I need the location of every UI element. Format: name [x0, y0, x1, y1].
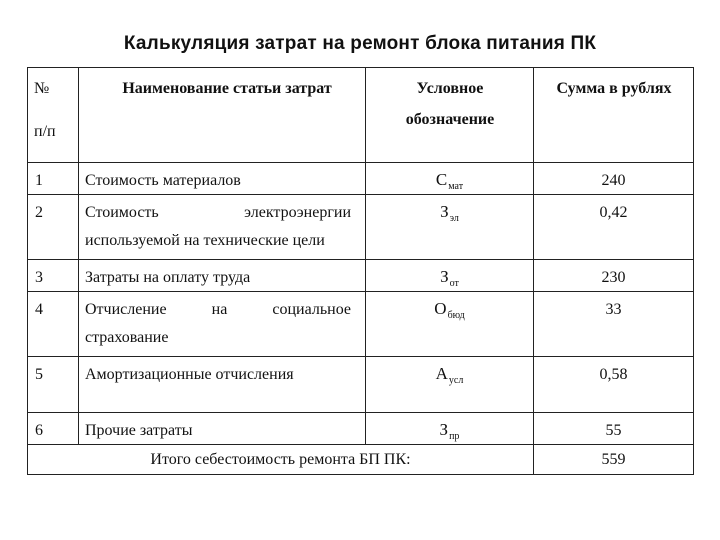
table-header-row [28, 68, 694, 163]
table-row [28, 292, 694, 357]
document-title: Калькуляция затрат на ремонт блока питания ПК [123, 33, 597, 54]
table-row [28, 260, 694, 292]
row-num: 2 [35, 204, 43, 221]
row-num: 4 [35, 301, 43, 318]
header-name [79, 68, 366, 163]
header-symbol-line2: обозначение [405, 111, 495, 128]
row-name: Отчисление на социальное [85, 301, 351, 318]
header-name-label: Наименование статьи затрат [122, 80, 332, 97]
table-row [28, 357, 694, 413]
header-num [28, 68, 79, 163]
row-value: 33 [605, 301, 622, 318]
row-num: 1 [35, 172, 43, 189]
row-name: Стоимость материалов [85, 172, 241, 189]
header-num-line1: № [34, 80, 50, 97]
row-symbol: $С_{мат}$ [435, 170, 464, 192]
row-value: 230 [601, 269, 626, 286]
row-num: 3 [35, 269, 43, 286]
row-num: 5 [35, 366, 43, 383]
header-num-line2: п/п [34, 123, 56, 140]
row-name: Стоимость электроэнергии [85, 204, 351, 221]
header-sum [534, 68, 694, 163]
total-row [28, 445, 694, 475]
row-name-continuation: используемой на технические цели [85, 232, 325, 249]
table-row [28, 195, 694, 260]
row-symbol: $З_{пр}$ [439, 420, 460, 442]
row-num: 6 [35, 422, 43, 439]
header-sum-label: Сумма в рублях [556, 80, 672, 97]
header-symbol-line1: Условное [416, 80, 484, 97]
row-name: Прочие затраты [85, 422, 193, 439]
row-name: Амортизационные отчисления [85, 366, 294, 383]
cost-table [27, 67, 694, 475]
total-value: 559 [601, 451, 626, 468]
row-value: 0,42 [599, 204, 628, 221]
row-symbol: $З_{от}$ [440, 267, 459, 289]
table-row [28, 413, 694, 445]
row-symbol: $З_{эл}$ [440, 202, 459, 224]
row-value: 240 [601, 172, 626, 189]
row-value: 0,58 [599, 366, 628, 383]
row-value: 55 [605, 422, 622, 439]
row-symbol: $А_{усл}$ [435, 364, 464, 386]
row-symbol: $О_{бюд}$ [434, 299, 465, 321]
total-label: Итого себестоимость ремонта БП ПК: [150, 451, 411, 468]
row-name-continuation: страхование [85, 329, 169, 346]
header-symbol [366, 68, 534, 163]
table-row [28, 163, 694, 195]
row-name: Затраты на оплату труда [85, 269, 251, 286]
